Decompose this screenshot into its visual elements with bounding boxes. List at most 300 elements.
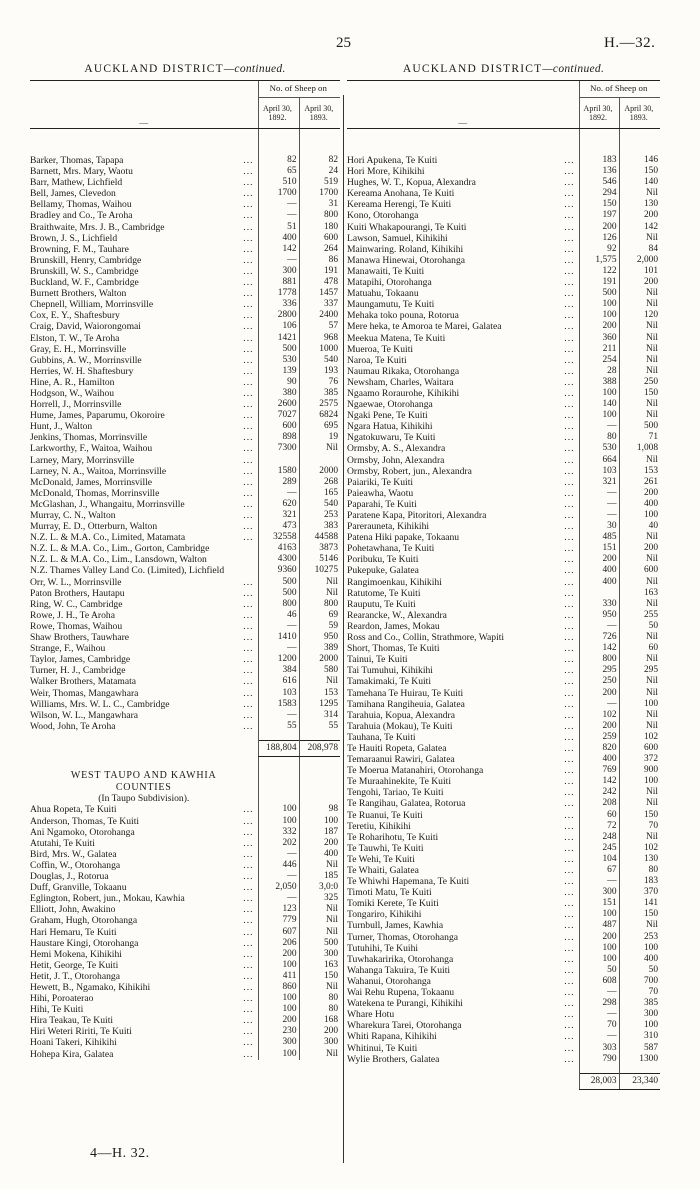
- spacer-row: [347, 1065, 660, 1074]
- sheep-1892: [258, 632, 299, 643]
- total-blank: [30, 740, 258, 756]
- owner-name: ... Jenkins, Thomas, Morrinsville: [30, 432, 254, 444]
- table-row: [347, 632, 660, 643]
- sheep-1892-text: 1778: [277, 288, 297, 299]
- sheep-1892: [258, 665, 299, 676]
- sheep-1892: [579, 455, 619, 466]
- owner-name-text: Elliott, John, Awakino: [30, 904, 116, 916]
- owner-name-text: Tengohi, Tariao, Te Kuiti: [347, 787, 444, 799]
- sheep-1893-text: Nil: [326, 576, 339, 587]
- sheep-1893-text: 540: [323, 498, 339, 509]
- sheep-1892: [258, 588, 299, 599]
- owner-name-text: Te Wehi, Te Kuiti: [347, 853, 415, 865]
- table-row: [30, 510, 340, 521]
- sheep-1892-text: 295: [602, 665, 617, 676]
- owner-name: ... Cox, E. Y., Shaftesbury: [30, 310, 254, 322]
- table-row: [347, 299, 660, 310]
- sheep-1892: [258, 993, 299, 1004]
- owner-name-text: McGlashan, J., Whangaitu, Morrinsville: [30, 498, 185, 510]
- sheep-1892-text: 140: [602, 399, 617, 410]
- owner-name-text: Watekena te Purangi, Kihikihi: [347, 998, 463, 1010]
- owner-name-text: Tai Tumuhui, Kihikihi: [347, 665, 433, 677]
- sheep-1893: [619, 377, 660, 388]
- sheep-1892: [258, 288, 299, 299]
- sheep-1893-text: 385: [643, 998, 659, 1009]
- sheep-1892: [258, 377, 299, 388]
- sheep-1892: [579, 188, 619, 199]
- sheep-1892: [579, 854, 619, 865]
- sheep-1892-text: 46: [287, 609, 297, 620]
- sheep-1892-text: 620: [282, 498, 297, 509]
- table-row: [30, 721, 340, 732]
- sheep-1893: [619, 876, 660, 887]
- sheep-1892: [258, 399, 299, 410]
- sheep-1893-text: 300: [323, 1037, 339, 1048]
- sheep-1892-text: 28: [607, 365, 617, 376]
- owner-name-text: Ani Ngamoko, Otorohanga: [30, 826, 135, 838]
- owner-name-text: Mueroa, Te Kuiti: [347, 343, 414, 355]
- sheep-1893-text: 98: [328, 804, 339, 815]
- sheep-1892-text: 384: [282, 665, 297, 676]
- sheep-1893-text: 295: [643, 665, 659, 676]
- owner-name-text: Atutahi, Te Kuiti: [30, 837, 95, 849]
- sheep-1893-text: 400: [643, 498, 659, 509]
- sheep-1892: [258, 688, 299, 699]
- table-row: [347, 455, 660, 466]
- sheep-1892-text: —: [607, 620, 617, 631]
- header-1892-text: April 30, 1892.: [583, 104, 613, 122]
- sheep-1892-text: 2800: [277, 310, 297, 321]
- sheep-1892-text: 90: [287, 376, 297, 387]
- sheep-1892: [258, 299, 299, 310]
- spacer-cell: [30, 732, 258, 741]
- sheep-1893-text: Nil: [646, 787, 659, 798]
- table-row: [30, 210, 340, 221]
- table-row: [347, 909, 660, 920]
- owner-name: ... Horrell, J., Morrinsville: [30, 399, 254, 411]
- sheep-1893-text: 31: [328, 199, 339, 210]
- owner-name: ... Taylor, James, Cambridge: [30, 654, 254, 666]
- sheep-1893-text: 385: [323, 387, 339, 398]
- total-1892: [579, 1073, 619, 1089]
- sheep-1892: [579, 388, 619, 399]
- table-row: [347, 965, 660, 976]
- owner-name-text: Pohetawhana, Te Kuiti: [347, 543, 435, 555]
- spacer-cell: [619, 1065, 660, 1074]
- owner-name-text: Meekua Matena, Te Kuiti: [347, 332, 446, 344]
- sheep-1892-text: —: [607, 987, 617, 998]
- owner-name-text: Wood, John, Te Aroha: [30, 720, 116, 732]
- sheep-1892-text: 100: [282, 1004, 297, 1015]
- sheep-1892: [579, 876, 619, 887]
- table-row: [30, 388, 340, 399]
- total-1892: [258, 740, 299, 756]
- sheep-1892: [579, 898, 619, 909]
- sheep-1893-text: Nil: [646, 687, 659, 698]
- sheep-1893-text: 102: [643, 731, 659, 742]
- header-blank: [347, 81, 579, 129]
- sheep-1892: [258, 1026, 299, 1037]
- sheep-1892: [258, 960, 299, 971]
- owner-name-text: Ngara Hatua, Kihikihi: [347, 421, 433, 433]
- sheep-1892: [258, 310, 299, 321]
- sheep-1893: [619, 998, 660, 1009]
- owner-name: ... Weir, Thomas, Mangawhara: [30, 687, 254, 699]
- sheep-1892-text: 608: [602, 975, 617, 986]
- sheep-1892: [258, 432, 299, 443]
- table-row: [347, 543, 660, 554]
- sheep-1892-text: 103: [602, 465, 617, 476]
- sheep-1893: [619, 643, 660, 654]
- sheep-1893-text: 69: [328, 609, 339, 620]
- sheep-1893: [619, 654, 660, 665]
- sheep-1892-text: 100: [602, 299, 617, 310]
- spacer-cell: [299, 129, 340, 156]
- table-row: [30, 643, 340, 654]
- sheep-1893-text: 1295: [319, 698, 339, 709]
- owner-name-text: Hetit, J. T., Otorohanga: [30, 970, 120, 982]
- sheep-1893: [299, 665, 340, 676]
- owner-name: ... Eglington, Robert, jun., Mokau, Kawhia: [30, 893, 254, 905]
- sheep-1892: [579, 821, 619, 832]
- sheep-1893-text: 800: [323, 598, 339, 609]
- owner-name: ... Kereama Herengi, Te Kuiti: [347, 199, 575, 211]
- owner-name-text: Anderson, Thomas, Te Kuiti: [30, 815, 140, 827]
- sheep-1893-text: 268: [323, 476, 339, 487]
- owner-name: ... Ngaamo Roraurohe, Kihikihi: [347, 387, 575, 399]
- sheep-1892-text: 473: [282, 521, 297, 532]
- sheep-1893: [619, 854, 660, 865]
- table-row: [347, 188, 660, 199]
- sheep-1893: [619, 499, 660, 510]
- owner-name: ... Tamehana Te Huirau, Te Kuiti: [347, 687, 575, 699]
- sheep-1892: [579, 732, 619, 743]
- table-row: [30, 155, 340, 166]
- sheep-1892: [258, 344, 299, 355]
- sheep-1893: [619, 1020, 660, 1031]
- owner-name: ... Patena Hiki papake, Tokaanu: [347, 532, 575, 544]
- total-row: [347, 1073, 660, 1089]
- sheep-1892: [579, 222, 619, 233]
- sheep-1892: [579, 410, 619, 421]
- sheep-1893-text: 44588: [314, 532, 339, 543]
- owner-name-text: Buckland, W. F., Cambridge: [30, 277, 139, 289]
- table-row: [347, 488, 660, 499]
- sheep-1892: [579, 810, 619, 821]
- sheep-1892: [258, 177, 299, 188]
- owner-name: ... Craig, David, Waiorongomai: [30, 321, 254, 333]
- owner-name: ... Paratene Kapa, Pitoritori, Alexandra: [347, 510, 575, 521]
- owner-name: ... Hunt, J., Walton: [30, 421, 254, 433]
- sheep-1892-text: —: [287, 199, 297, 210]
- sheep-1892: [258, 882, 299, 893]
- owner-name-text: Ahua Ropeta, Te Kuiti: [30, 804, 117, 816]
- owner-name-text: Wahanga Takuira, Te Kuiti: [347, 964, 451, 976]
- sheep-1892-text: 298: [602, 998, 617, 1009]
- owner-name: ... Bellamy, Thomas, Waihou: [30, 199, 254, 211]
- sheep-1893: [619, 721, 660, 732]
- sheep-1893-text: 200: [643, 277, 659, 288]
- owner-name: ... Wahanui, Otorohanga: [347, 975, 575, 987]
- owner-name: ... Mainwaring. Roland, Kihikihi: [347, 243, 575, 255]
- table-row: [347, 388, 660, 399]
- sheep-1893: [619, 599, 660, 610]
- owner-name-text: Turner, H. J., Cambridge: [30, 665, 126, 677]
- sheep-1892: [579, 543, 619, 554]
- sheep-1892: [258, 838, 299, 849]
- owner-name: ... Hohepa Kira, Galatea: [30, 1048, 254, 1060]
- owner-name-text: Timoti Matu, Te Kuiti: [347, 887, 432, 899]
- sheep-1892-text: 104: [602, 853, 617, 864]
- owner-name: ... Tuwhakaririka, Otorohanga: [347, 953, 575, 965]
- sheep-1893: [299, 288, 340, 299]
- owner-name-text: Taylor, James, Cambridge: [30, 654, 131, 666]
- owner-name-text: Brown, J. S., Lichfield: [30, 232, 118, 244]
- sheep-1893-text: Nil: [646, 709, 659, 720]
- sheep-1893-text: Nil: [326, 859, 339, 870]
- sheep-1892: [258, 804, 299, 815]
- owner-name: ... Watekena te Purangi, Kihikihi: [347, 998, 575, 1010]
- sheep-1893-text: 187: [323, 826, 339, 837]
- sheep-1892: [579, 632, 619, 643]
- sheep-1892: [258, 904, 299, 915]
- table-row: [30, 266, 340, 277]
- owner-name: ... Murray, C. N., Walton: [30, 510, 254, 521]
- sheep-1892: [258, 1015, 299, 1026]
- sheep-1893: [619, 477, 660, 488]
- sheep-1892-text: 200: [602, 221, 617, 232]
- owner-name: ... Maungamutu, Te Kuiti: [347, 299, 575, 311]
- sheep-1892: [579, 499, 619, 510]
- table-row: [347, 244, 660, 255]
- sheep-1892-text: 100: [282, 959, 297, 970]
- owner-name-text: Kuiti Whakapourangi, Te Kuiti: [347, 221, 467, 233]
- owner-name: ... Wilson, W. L., Mangawhara: [30, 709, 254, 721]
- table-row: [347, 787, 660, 798]
- owner-name: ... Shaw Brothers, Tauwhare: [30, 632, 254, 644]
- sheep-1892: [579, 510, 619, 521]
- page-number: 25: [336, 35, 351, 51]
- sheep-1892-text: 1700: [277, 188, 297, 199]
- owner-name-text: Ngaamo Roraurohe, Kihikihi: [347, 387, 460, 399]
- sheep-1893-text: Nil: [326, 1048, 339, 1059]
- sheep-1892-text: 92: [607, 243, 617, 254]
- owner-name-text: Te Muraahinekite, Te Kuiti: [347, 776, 451, 788]
- owner-name: ... Anderson, Thomas, Te Kuiti: [30, 815, 254, 827]
- total-blank: [347, 1073, 579, 1089]
- owner-name-text: Paton Brothers, Hautapu: [30, 587, 125, 599]
- sheep-1892-text: 32558: [273, 532, 297, 543]
- sheep-1892: [579, 676, 619, 687]
- sheep-1892: [579, 688, 619, 699]
- owner-name: ... Coffin, W., Otorohanga: [30, 859, 254, 871]
- sheep-1892-text: 55: [287, 720, 297, 731]
- owner-name: ... Lawson, Samuel, Kihikihi: [347, 232, 575, 244]
- owner-name-text: Wilson, W. L., Mangawhara: [30, 709, 139, 721]
- sheep-1893-text: 253: [323, 510, 339, 520]
- owner-name-text: Hine, A. R., Hamilton: [30, 376, 115, 388]
- sheep-1892-text: 103: [282, 687, 297, 698]
- sheep-1892: [258, 543, 299, 554]
- table-row: [30, 938, 340, 949]
- sheep-1892-text: 289: [282, 476, 297, 487]
- sheep-1893: [299, 333, 340, 344]
- owner-name-text: N.Z. L. & M.A. Co., Lim., Lansdown, Walton: [30, 554, 207, 566]
- sheep-1892-text: —: [607, 1031, 617, 1042]
- sheep-1892: [258, 927, 299, 938]
- sheep-1893-text: 146: [643, 155, 659, 165]
- table-row: [347, 987, 660, 998]
- header-blank-text: —: [139, 116, 149, 127]
- sheep-1892-text: 600: [282, 421, 297, 432]
- spacer-cell: [30, 129, 258, 156]
- owner-name-text: Ormsby, Robert, jun., Alexandra: [347, 465, 472, 477]
- sheep-1893-text: 600: [643, 565, 659, 576]
- owner-name: ... Brown, J. S., Lichfield: [30, 232, 254, 244]
- table-row: [347, 277, 660, 288]
- sheep-1892-text: —: [607, 876, 617, 887]
- sheep-1893: [619, 843, 660, 854]
- sheep-1892-text: 898: [282, 432, 297, 443]
- sheep-1892-text: 820: [602, 742, 617, 753]
- table-row: [347, 1054, 660, 1065]
- owner-name: ... Mere heka, te Amoroa te Marei, Galatea: [347, 321, 575, 333]
- sheep-1892: [258, 599, 299, 610]
- sheep-1893-text: 200: [643, 487, 659, 498]
- sheep-1893-text: 168: [323, 1015, 339, 1026]
- table-row: [30, 665, 340, 676]
- sheep-1892-text: 100: [602, 909, 617, 920]
- sheep-1892: [258, 510, 299, 521]
- sheep-1893: [619, 521, 660, 532]
- owner-name-text: Ormsby, John, Alexandra: [347, 454, 445, 466]
- sheep-1893-text: 337: [323, 299, 339, 310]
- spacer-cell: [347, 1065, 579, 1074]
- sheep-1893-text: 100: [643, 510, 659, 520]
- table-row: [347, 410, 660, 421]
- owner-name: ... Te Wehi, Te Kuiti: [347, 853, 575, 865]
- right-column: [347, 58, 660, 1090]
- sheep-1892-text: 330: [602, 598, 617, 609]
- sheep-1893: [299, 699, 340, 710]
- owner-name: ... Ratutome, Te Kuiti: [347, 587, 575, 599]
- owner-name-text: Tamehana Te Huirau, Te Kuiti: [347, 687, 464, 699]
- sheep-1892-text: 881: [282, 277, 297, 288]
- sheep-1892: [579, 321, 619, 332]
- table-row: [347, 532, 660, 543]
- sheep-1893: [299, 244, 340, 255]
- sheep-1893: [299, 654, 340, 665]
- table-row: [347, 798, 660, 809]
- sheep-1892: [258, 621, 299, 632]
- table-row: [347, 288, 660, 299]
- sheep-1893: [299, 344, 340, 355]
- owner-name: ... Naroa, Te Kuiti: [347, 354, 575, 366]
- owner-name-text: N.Z. Thames Valley Land Co. (Limited), Lichfield: [30, 565, 225, 577]
- sheep-1892: [258, 443, 299, 454]
- table-row: [30, 610, 340, 621]
- sheep-1892: [258, 266, 299, 277]
- owner-name: ... Timoti Matu, Te Kuiti: [347, 887, 575, 899]
- sheep-1892: [579, 244, 619, 255]
- sheep-1893-text: 200: [643, 210, 659, 221]
- owner-name: ... Tarahuia, Kopua, Alexandra: [347, 709, 575, 721]
- table-row: [30, 915, 340, 926]
- table-row: [347, 177, 660, 188]
- sheep-1893-text: 325: [323, 893, 339, 904]
- sheep-1892-text: 790: [602, 1053, 617, 1064]
- table-row: [30, 960, 340, 971]
- sheep-1893-text: 200: [323, 837, 339, 848]
- owner-name: ... Te Roharihotu, Te Kuiti: [347, 831, 575, 843]
- sheep-1893-text: 2,000: [636, 254, 659, 265]
- owner-name: ... Tomiki Kerete, Te Kuiti: [347, 898, 575, 910]
- sheep-1893-text: 2000: [319, 465, 339, 476]
- sheep-1892-text: 664: [602, 454, 617, 465]
- sheep-1892: [258, 676, 299, 687]
- sheep-1892-text: 321: [602, 476, 617, 487]
- section-title-line2: COUNTIES: [115, 781, 172, 793]
- owner-name-text: Temaraanui Rawiri, Galatea: [347, 754, 455, 766]
- sheep-1892: [258, 982, 299, 993]
- table-row: [347, 610, 660, 621]
- owner-name: ... Naumau Rikaka, Otorohanga: [347, 365, 575, 377]
- sheep-1893: [299, 155, 340, 166]
- sheep-1892-text: 102: [602, 709, 617, 720]
- table-row: [30, 310, 340, 321]
- sheep-1892: [258, 577, 299, 588]
- owner-name: ... Bradley and Co., Te Aroha: [30, 210, 254, 222]
- owner-name: ... Haustare Kingi, Otorohanga: [30, 937, 254, 949]
- sheep-1892-text: 4163: [277, 543, 297, 554]
- owner-name: ... Chepnell, William, Morrinsville: [30, 299, 254, 311]
- sheep-1892: [258, 610, 299, 621]
- owner-name-text: Hori More, Kihikihi: [347, 166, 425, 178]
- owner-name-text: Duff, Granville, Tokaanu: [30, 882, 127, 894]
- total-1893-text: 208,978: [307, 742, 339, 753]
- sheep-1893-text: Nil: [326, 981, 339, 992]
- spacer-cell: [258, 129, 299, 156]
- owner-name-text: Whitinui, Te Kuiti: [347, 1042, 418, 1054]
- sheep-1893-text: 968: [323, 332, 339, 343]
- sheep-1892-text: 230: [282, 1026, 297, 1037]
- owner-name-text: Mere heka, te Amoroa te Marei, Galatea: [347, 321, 502, 333]
- owner-name: ... Hihi, Poroaterao: [30, 993, 254, 1005]
- sheep-1893: [619, 943, 660, 954]
- sheep-1893: [619, 976, 660, 987]
- sheep-1892: [258, 643, 299, 654]
- sheep-1893: [299, 432, 340, 443]
- sheep-1893: [619, 155, 660, 166]
- spacer-row: [30, 732, 340, 741]
- table-row: [30, 443, 340, 454]
- spacer-cell: [299, 732, 340, 741]
- owner-name: ... Ormsby, A. S., Alexandra: [347, 443, 575, 455]
- sheep-1892-text: 200: [602, 321, 617, 332]
- owner-name-text: Rauputu, Te Kuiti: [347, 598, 416, 610]
- owner-name-text: Tongariro, Kihikihi: [347, 909, 422, 921]
- table-row: [347, 310, 660, 321]
- owner-name-text: Ngaewae, Otorohanga: [347, 399, 433, 411]
- sheep-1892-text: 100: [602, 942, 617, 953]
- sheep-1893: [299, 443, 340, 454]
- sheep-1893: [619, 588, 660, 599]
- sheep-1893-text: 255: [643, 609, 659, 620]
- table-row: [347, 743, 660, 754]
- sheep-1893-text: 310: [643, 1031, 659, 1042]
- sheep-1893-text: 100: [643, 1020, 659, 1031]
- sheep-1893-text: 150: [643, 809, 659, 820]
